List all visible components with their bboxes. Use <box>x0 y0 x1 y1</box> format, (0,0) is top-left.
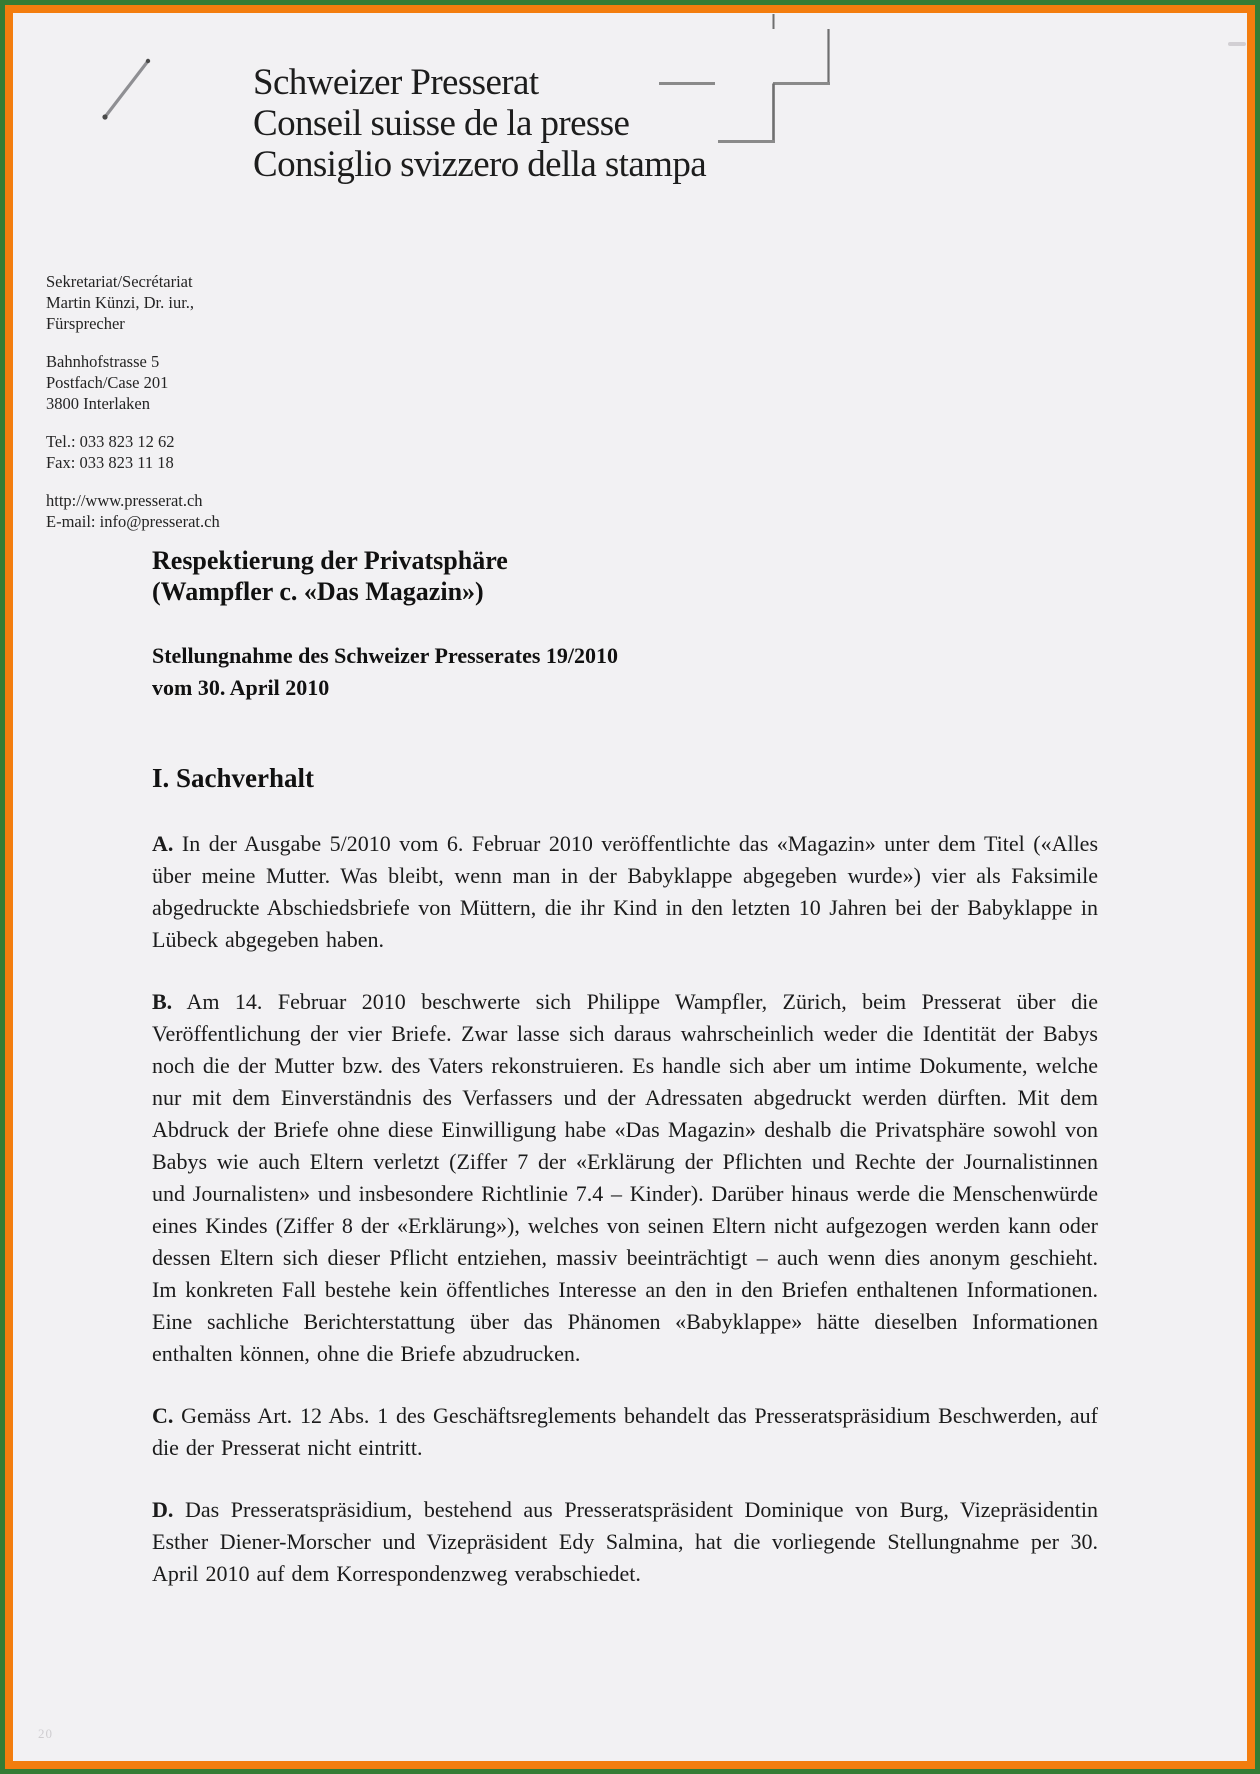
paragraph-a <box>152 828 1098 956</box>
pen-stroke-icon <box>95 50 157 128</box>
paragraph-b-label: B. <box>152 989 173 1014</box>
paragraph-b <box>152 986 1098 1370</box>
paragraph-d-text: Das Presseratspräsidium, bestehend aus Presseratspräsident Dominique von Burg, Vizepräsidentin Esther Diener-Morscher und Vizepräsident Edy Salmina, hat die vorliegende Stellungnahme per 30. April 2010 auf dem Korrespondenzweg verabschiedet. <box>152 1497 1098 1586</box>
paragraph-c-text: Gemäss Art. 12 Abs. 1 des Geschäftsreglements behandelt das Presseratspräsidium Beschwerden, auf die der Presserat nicht eintritt. <box>152 1403 1099 1460</box>
paragraph-c <box>152 1400 1098 1464</box>
document-body <box>152 545 1098 1620</box>
letterhead-org-names <box>253 62 706 185</box>
sender-fax: Fax: 033 823 11 18 <box>46 453 174 472</box>
paragraph-b-text: Am 14. Februar 2010 beschwerte sich Philippe Wampfler, Zürich, beim Presserat über die Veröffentlichung der vier Briefe. Zwar lasse sich daraus wahrscheinlich weder die Identität der Babys noch die der Mutter bzw. des Vaters rekonstruieren. Es handle sich aber um intime Dokumente, welche nur mit dem Einverständnis des Verfassers und der Adressaten abgedruckt werden dürften. Mit dem Abdruck der Briefe ohne diese Einwilligung habe «Das Magazin» deshalb die Privatsphäre sowohl von Babys wie auch Eltern verletzt (Ziffer 7 der «Erklärung der Pflichten und Rechte der Journalistinnen und Journalisten» und insbesondere Richtlinie 7.4 – Kinder). Darüber hinaus werde die Menschenwürde eines Kindes (Ziffer 8 der «Erklärung»), welches von seinen Eltern nicht aufgezogen werden kann oder dessen Eltern sich dieser Pflicht entziehen, massiv beeinträchtigt – auch wenn dies anonym geschieht. Im konkreten Fall bestehe kein öffentliches Interesse an den in den Briefen enthaltenen Informationen. Eine sachliche Berichterstattung über das Phänomen «Babyklappe» hätte dieselben Informationen enthalten können, ohne die Briefe abzudrucken. <box>152 989 1098 1366</box>
sender-address-line: Postfach/Case 201 <box>46 373 169 392</box>
org-name-fr: Conseil suisse de la presse <box>253 103 630 144</box>
presserat-logo-mark-icon <box>655 8 835 148</box>
org-name-it: Consiglio svizzero della stampa <box>253 144 707 185</box>
org-name-de: Schweizer Presserat <box>253 62 539 103</box>
sender-secretariat-line: Martin Künzi, Dr. iur., <box>46 293 195 312</box>
document-subtitle-line2: vom 30. April 2010 <box>152 675 330 700</box>
paragraph-a-label: A. <box>152 831 174 856</box>
sender-secretariat-line: Fürsprecher <box>46 314 125 333</box>
sender-secretariat <box>46 271 220 334</box>
scan-artifact <box>1228 42 1246 46</box>
section-heading-sachverhalt: I. Sachverhalt <box>152 763 314 793</box>
document-title <box>152 545 1098 607</box>
paragraph-d-label: D. <box>152 1497 174 1522</box>
document-title-line1: Respektierung der Privatsphäre <box>152 546 508 575</box>
sender-address-line: 3800 Interlaken <box>46 394 151 413</box>
sender-address-line: Bahnhofstrasse 5 <box>46 352 160 371</box>
sender-address <box>46 351 220 414</box>
sender-email: E-mail: info@presserat.ch <box>46 512 220 531</box>
sender-website: http://www.presserat.ch <box>46 491 203 510</box>
sender-secretariat-line: Sekretariat/Secrétariat <box>46 272 193 291</box>
paragraph-d <box>152 1494 1098 1590</box>
sender-block <box>46 271 220 549</box>
sender-online <box>46 490 220 532</box>
document-title-line2: (Wampfler c. «Das Magazin») <box>152 577 484 606</box>
paragraph-a-text: In der Ausgabe 5/2010 vom 6. Februar 2010 veröffentlichte das «Magazin» unter dem Titel («Alles über meine Mutter. Was bleibt, wenn man in der Babyklappe abgegeben wurde») vier als Faksimile abgedruckte Abschiedsbriefe von Müttern, die ihr Kind in den letzten 10 Jahren bei der Babyklappe in Lübeck abgegeben haben. <box>152 831 1099 952</box>
paragraph-c-label: C. <box>152 1403 174 1428</box>
sender-tel: Tel.: 033 823 12 62 <box>46 432 175 451</box>
sender-phone-fax <box>46 431 220 473</box>
faint-page-number: 20 <box>38 1726 53 1741</box>
document-subtitle-line1: Stellungnahme des Schweizer Presserates 19/2010 <box>152 643 619 668</box>
document-subtitle <box>152 640 1098 704</box>
